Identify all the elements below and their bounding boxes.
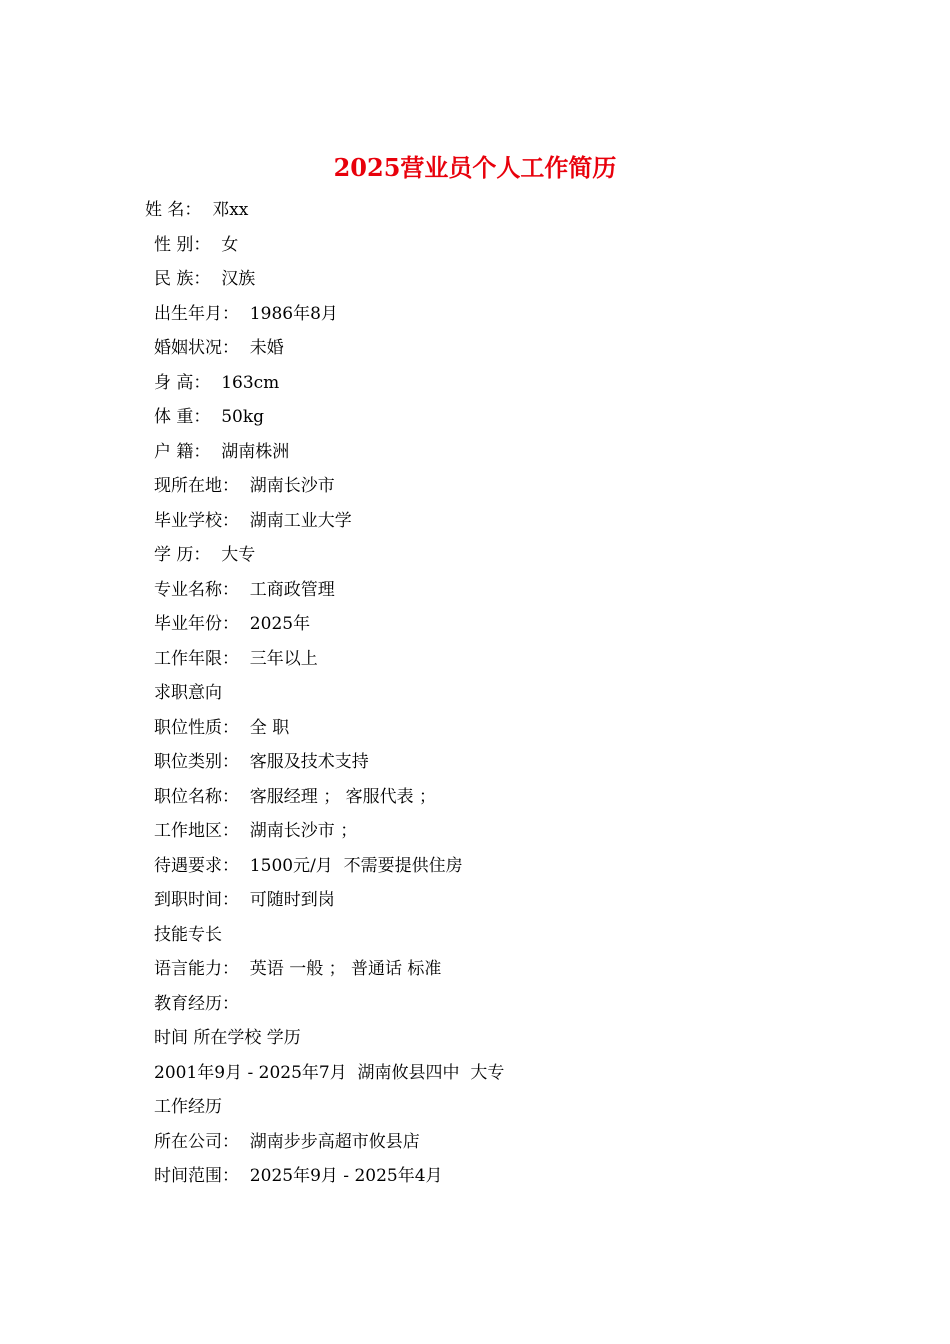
line-education-level: 学 历： 大专 <box>154 545 256 565</box>
line-gender: 性 别： 女 <box>154 234 239 255</box>
line-work-years: 工作年限： 三年以上 <box>154 648 318 669</box>
line-household-registration: 户 籍： 湖南株洲 <box>154 441 290 462</box>
line-language-ability: 语言能力： 英语 一般 ； 普通话 标准 <box>154 959 442 979</box>
line-current-location: 现所在地： 湖南长沙市 <box>154 476 335 496</box>
document-title: 2025营业员个人工作简历 <box>333 153 617 182</box>
section-heading-job-intention: 求职意向 <box>154 683 222 703</box>
line-salary-expectation: 待遇要求： 1500元/月 不需要提供住房 <box>154 855 463 876</box>
line-job-title: 职位名称： 客服经理 ； 客服代表 ； <box>154 786 437 807</box>
line-job-category: 职位类别： 客服及技术支持 <box>154 752 369 772</box>
line-graduate-school: 毕业学校： 湖南工业大学 <box>154 510 352 531</box>
section-heading-education: 教育经历： <box>154 993 239 1014</box>
line-ethnicity: 民 族： 汉族 <box>154 269 256 289</box>
line-major: 专业名称： 工商政管理 <box>154 579 335 600</box>
line-graduation-year: 毕业年份： 2025年 <box>154 614 311 634</box>
education-entry: 2001年9月 - 2025年7月 湖南攸县四中 大专 <box>154 1062 505 1083</box>
line-weight: 体 重： 50kg <box>154 407 265 427</box>
resume-body <box>0 193 950 1194</box>
line-start-time: 到职时间： 可随时到岗 <box>154 890 335 910</box>
line-work-region: 工作地区： 湖南长沙市 ； <box>154 821 358 841</box>
line-marital-status: 婚姻状况： 未婚 <box>154 338 284 358</box>
line-birth-date: 出生年月： 1986年8月 <box>154 303 338 324</box>
section-heading-work-experience: 工作经历 <box>154 1097 222 1117</box>
education-table-header: 时间 所在学校 学历 <box>154 1028 301 1048</box>
line-height: 身 高： 163cm <box>154 372 280 393</box>
line-name: 姓 名： 邓xx <box>145 200 249 220</box>
line-job-nature: 职位性质： 全 职 <box>154 717 290 738</box>
line-company: 所在公司： 湖南步步高超市攸县店 <box>154 1131 420 1152</box>
line-time-range: 时间范围： 2025年9月 - 2025年4月 <box>154 1166 443 1186</box>
section-heading-skills: 技能专长 <box>154 924 222 945</box>
